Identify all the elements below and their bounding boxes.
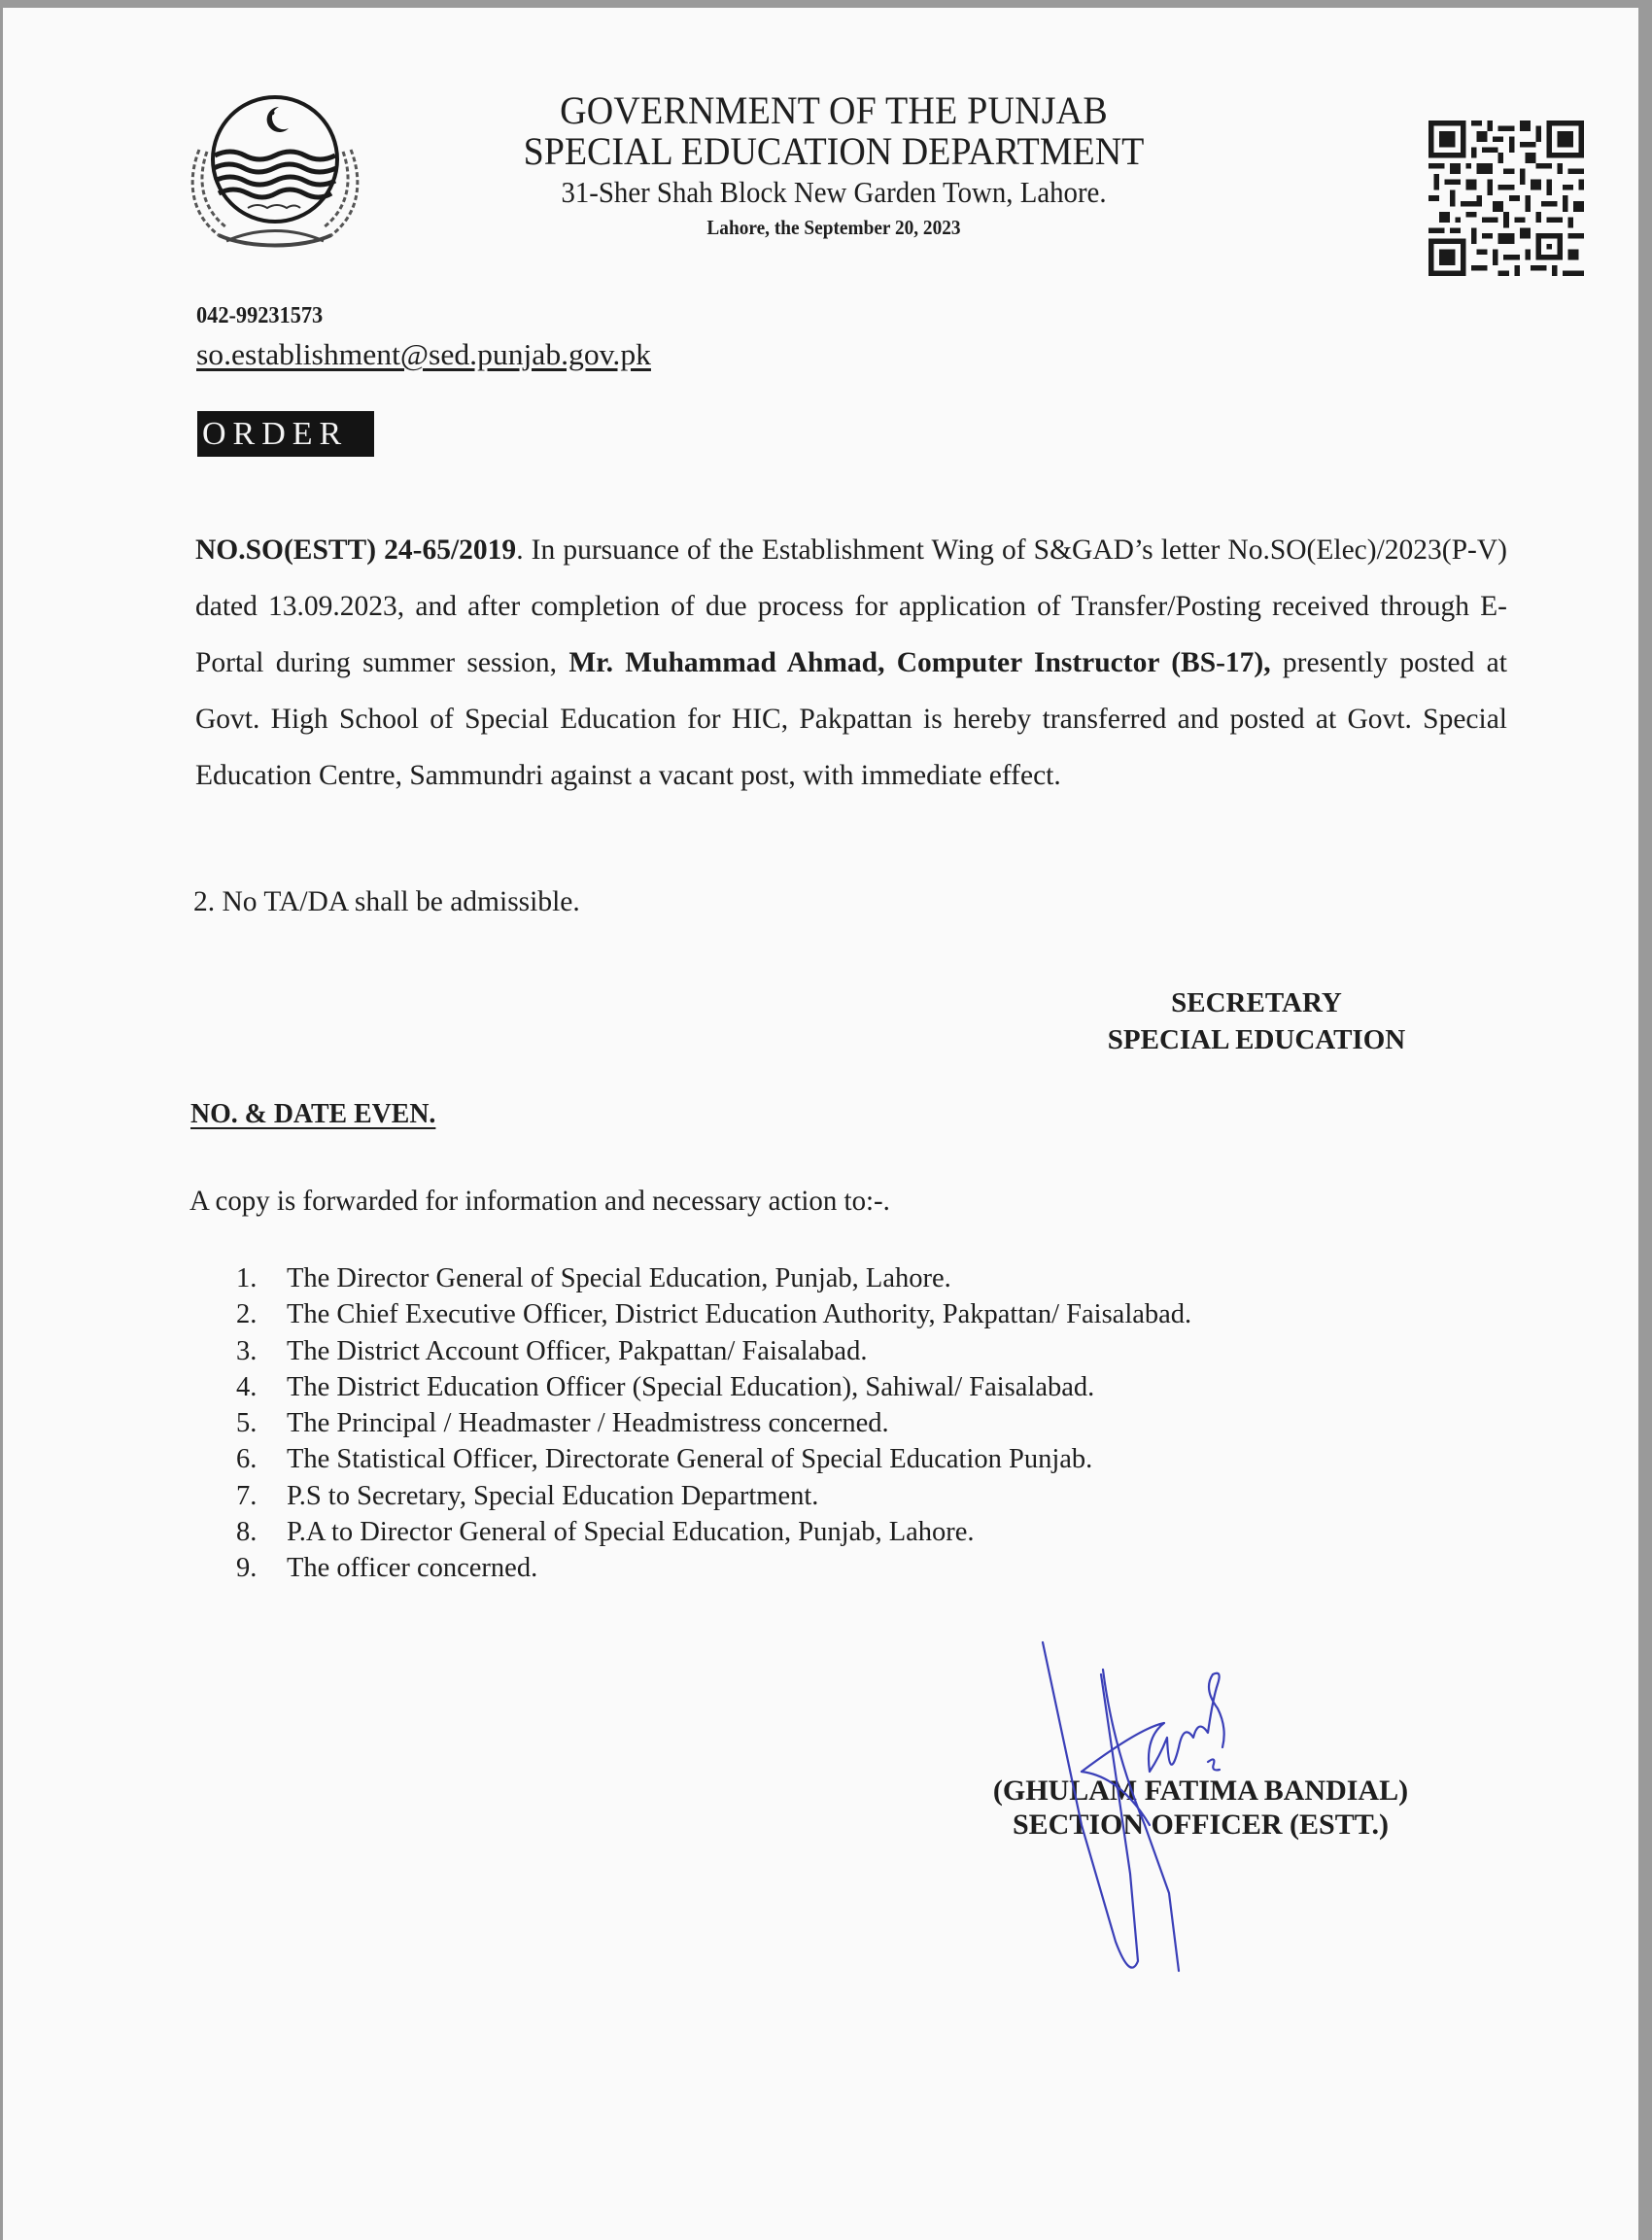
recipient-item — [226, 1550, 1191, 1586]
recipient-number: 9. — [236, 1553, 258, 1584]
employee-name-designation: Mr. Muhammad Ahmad, Computer Instructor (BS-17), — [568, 647, 1271, 678]
recipient-item — [226, 1369, 1191, 1405]
punjab-emblem-icon — [180, 82, 370, 257]
recipient-item — [226, 1514, 1191, 1550]
recipient-number: 4. — [236, 1371, 258, 1402]
recipient-number: 2. — [236, 1299, 258, 1330]
order-text-part-2: presently posted at Govt. High School of Special Education for HIC, Pakpattan is hereby transferred and posted at Govt. Special Education Centre, Sammundri against a vacant post, with immediate effect. — [195, 647, 1507, 791]
issuer-title: SECRETARY — [1171, 987, 1342, 1018]
recipient-text: P.S to Secretary, Special Education Department. — [287, 1480, 819, 1511]
recipient-text: The Chief Executive Officer, District Education Authority, Pakpattan/ Faisalabad. — [287, 1299, 1192, 1330]
recipient-text: The District Account Officer, Pakpattan/ Faisalabad. — [287, 1335, 868, 1366]
recipient-text: The Director General of Special Education, Punjab, Lahore. — [287, 1263, 951, 1293]
recipient-item — [226, 1405, 1191, 1441]
signatory-title: SECTION OFFICER (ESTT.) — [1012, 1809, 1389, 1841]
header-address: 31-Sher Shah Block New Garden Town, Lahore. — [561, 175, 1107, 209]
signatory-name: (GHULAM FATIMA BANDIAL) — [992, 1775, 1409, 1807]
recipient-text: The District Education Officer (Special Education), Sahiwal/ Faisalabad. — [287, 1371, 1095, 1402]
header-date: Lahore, the September 20, 2023 — [706, 216, 961, 239]
order-point-2: 2. No TA/DA shall be admissible. — [193, 886, 580, 917]
recipient-item — [226, 1260, 1191, 1296]
order-heading: ORDER — [197, 411, 374, 457]
endorsement-intro: A copy is forwarded for information and necessary action to:-. — [189, 1186, 890, 1217]
recipient-item — [226, 1296, 1191, 1332]
recipient-text: The Statistical Officer, Directorate General of Special Education Punjab. — [287, 1444, 1093, 1475]
recipient-text: The Principal / Headmaster / Headmistress concerned. — [287, 1408, 889, 1439]
recipient-number: 7. — [236, 1480, 258, 1511]
contact-phone: 042-99231573 — [196, 303, 324, 328]
recipient-number: 1. — [236, 1263, 258, 1293]
recipient-text: The officer concerned. — [287, 1553, 538, 1584]
issuer-department: SPECIAL EDUCATION — [1107, 1024, 1406, 1055]
endorsement-heading: NO. & DATE EVEN. — [190, 1098, 436, 1129]
recipient-number: 5. — [236, 1408, 258, 1439]
header-department: SPECIAL EDUCATION DEPARTMENT — [523, 129, 1145, 173]
recipient-item — [226, 1333, 1191, 1369]
recipient-number: 8. — [236, 1517, 258, 1548]
contact-email-link[interactable]: so.establishment@sed.punjab.gov.pk — [196, 337, 651, 371]
order-text-part-1: . In pursuance of the Establishment Wing of S&GAD’s letter No.SO(Elec)/2023(P-V) dated 13.09.2023, and after completion of due process for application of Transfer/Posting received through E-Portal during summer session, — [195, 534, 1507, 678]
recipient-text: P.A to Director General of Special Education, Punjab, Lahore. — [287, 1517, 975, 1548]
qr-code-icon[interactable] — [1428, 121, 1584, 276]
order-paragraph — [195, 522, 1507, 804]
recipient-item — [226, 1478, 1191, 1514]
document-page — [3, 8, 1638, 2240]
recipient-list — [226, 1260, 1191, 1587]
recipient-item — [226, 1441, 1191, 1477]
order-reference-number: NO.SO(ESTT) 24-65/2019 — [195, 534, 517, 566]
recipient-number: 6. — [236, 1444, 258, 1475]
recipient-number: 3. — [236, 1335, 258, 1366]
header-government: GOVERNMENT OF THE PUNJAB — [560, 88, 1108, 132]
